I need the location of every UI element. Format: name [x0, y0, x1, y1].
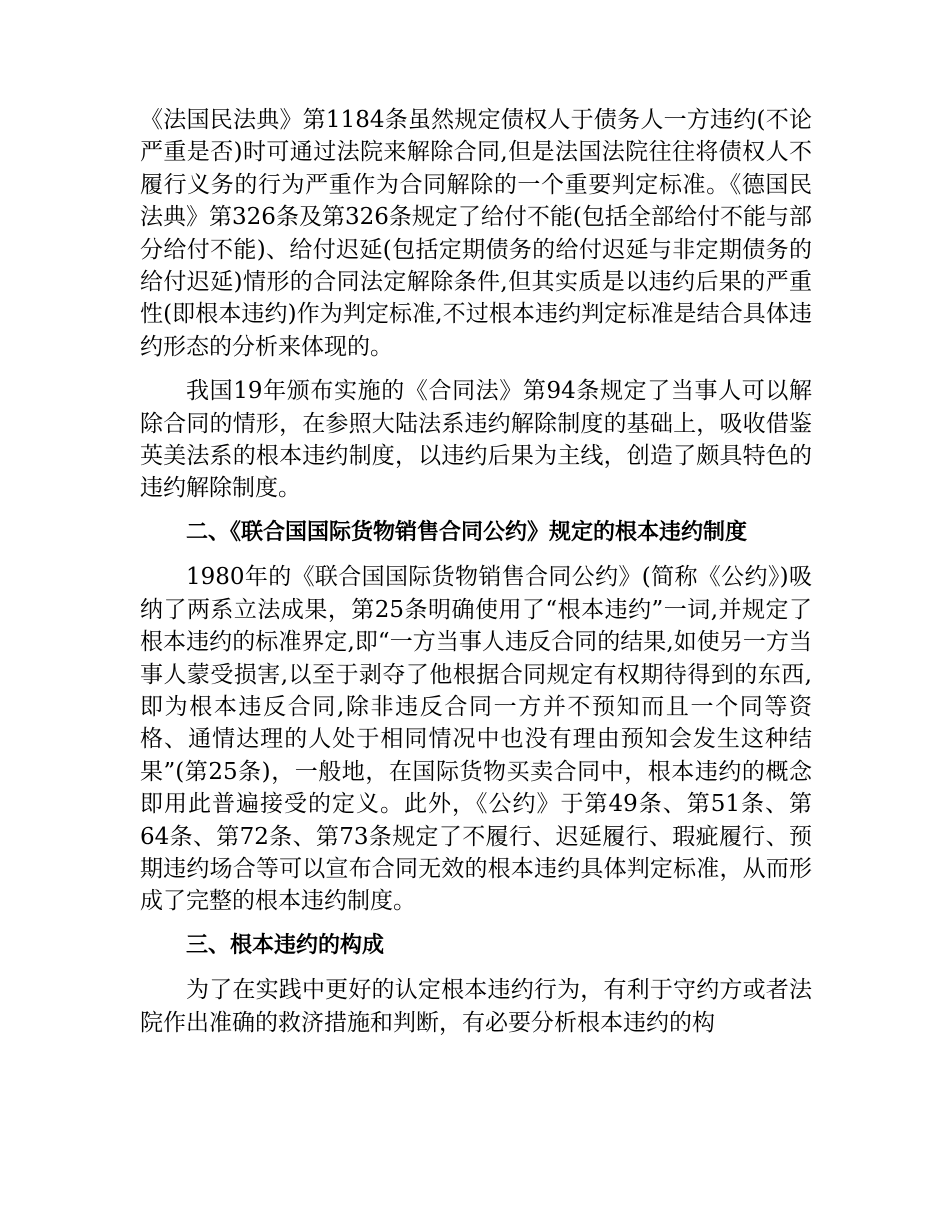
paragraph-cisg-definition: 1980年的《联合国国际货物销售合同公约》(简称《公约》)吸纳了两系立法成果，第25条明确使用了“根本违约”一词,并规定了根本违约的标准界定,即“一方当事人违反合同的结果,如使另一方当事人蒙受损害,以至于剥夺了他根据合同规定有权期待得到的东西,即为根本违反合同,除非违反合同一方并不预知而且一个同等资格、通情达理的人处于相同情况中也没有理由预知会发生这种结果”(第25条)，一般地，在国际货物买卖合同中，根本违约的概念即用此普遍接受的定义。此外，《公约》于第49条、第51条、第64条、第72条、第73条规定了不履行、迟延履行、瑕疵履行、预期违约场合等可以宣布合同无效的根本违约具体判定标准，从而形成了完整的根本违约制度。 [140, 564, 812, 915]
section-heading-constitution: 三、根本违约的构成 [186, 932, 385, 958]
paragraph-chinese-contract-law: 我国19年颁布实施的《合同法》第94条规定了当事人可以解除合同的情形，在参照大陆法系违约解除制度的基础上，吸收借鉴英美法系的根本违约制度，以违约后果为主线，创造了颇具特色的违约解除制度。 [140, 378, 812, 502]
paragraph-french-german-civil-code: 《法国民法典》第1184条虽然规定债权人于债务人一方违约(不论严重是否)时可通过法院来解除合同,但是法国法院往往将债权人不履行义务的行为严重作为合同解除的一个重要判定标准。《德国民法典》第326条及第326条规定了给付不能(包括全部给付不能与部分给付不能)、给付迟延(包括定期债务的给付迟延与非定期债务的给付迟延)情形的合同法定解除条件,但其实质是以违约后果的严重性(即根本违约)作为判定标准,不过根本违约判定标准是结合具体违约形态的分析来体现的。 [140, 107, 812, 360]
section-heading-cisg: 二、《联合国国际货物销售合同公约》规定的根本违约制度 [186, 519, 748, 545]
document-page [140, 104, 812, 1039]
paragraph-constitution-intro: 为了在实践中更好的认定根本违约行为，有利于守约方或者法院作出准确的救济措施和判断，有必要分析根本违约的构 [140, 977, 812, 1036]
